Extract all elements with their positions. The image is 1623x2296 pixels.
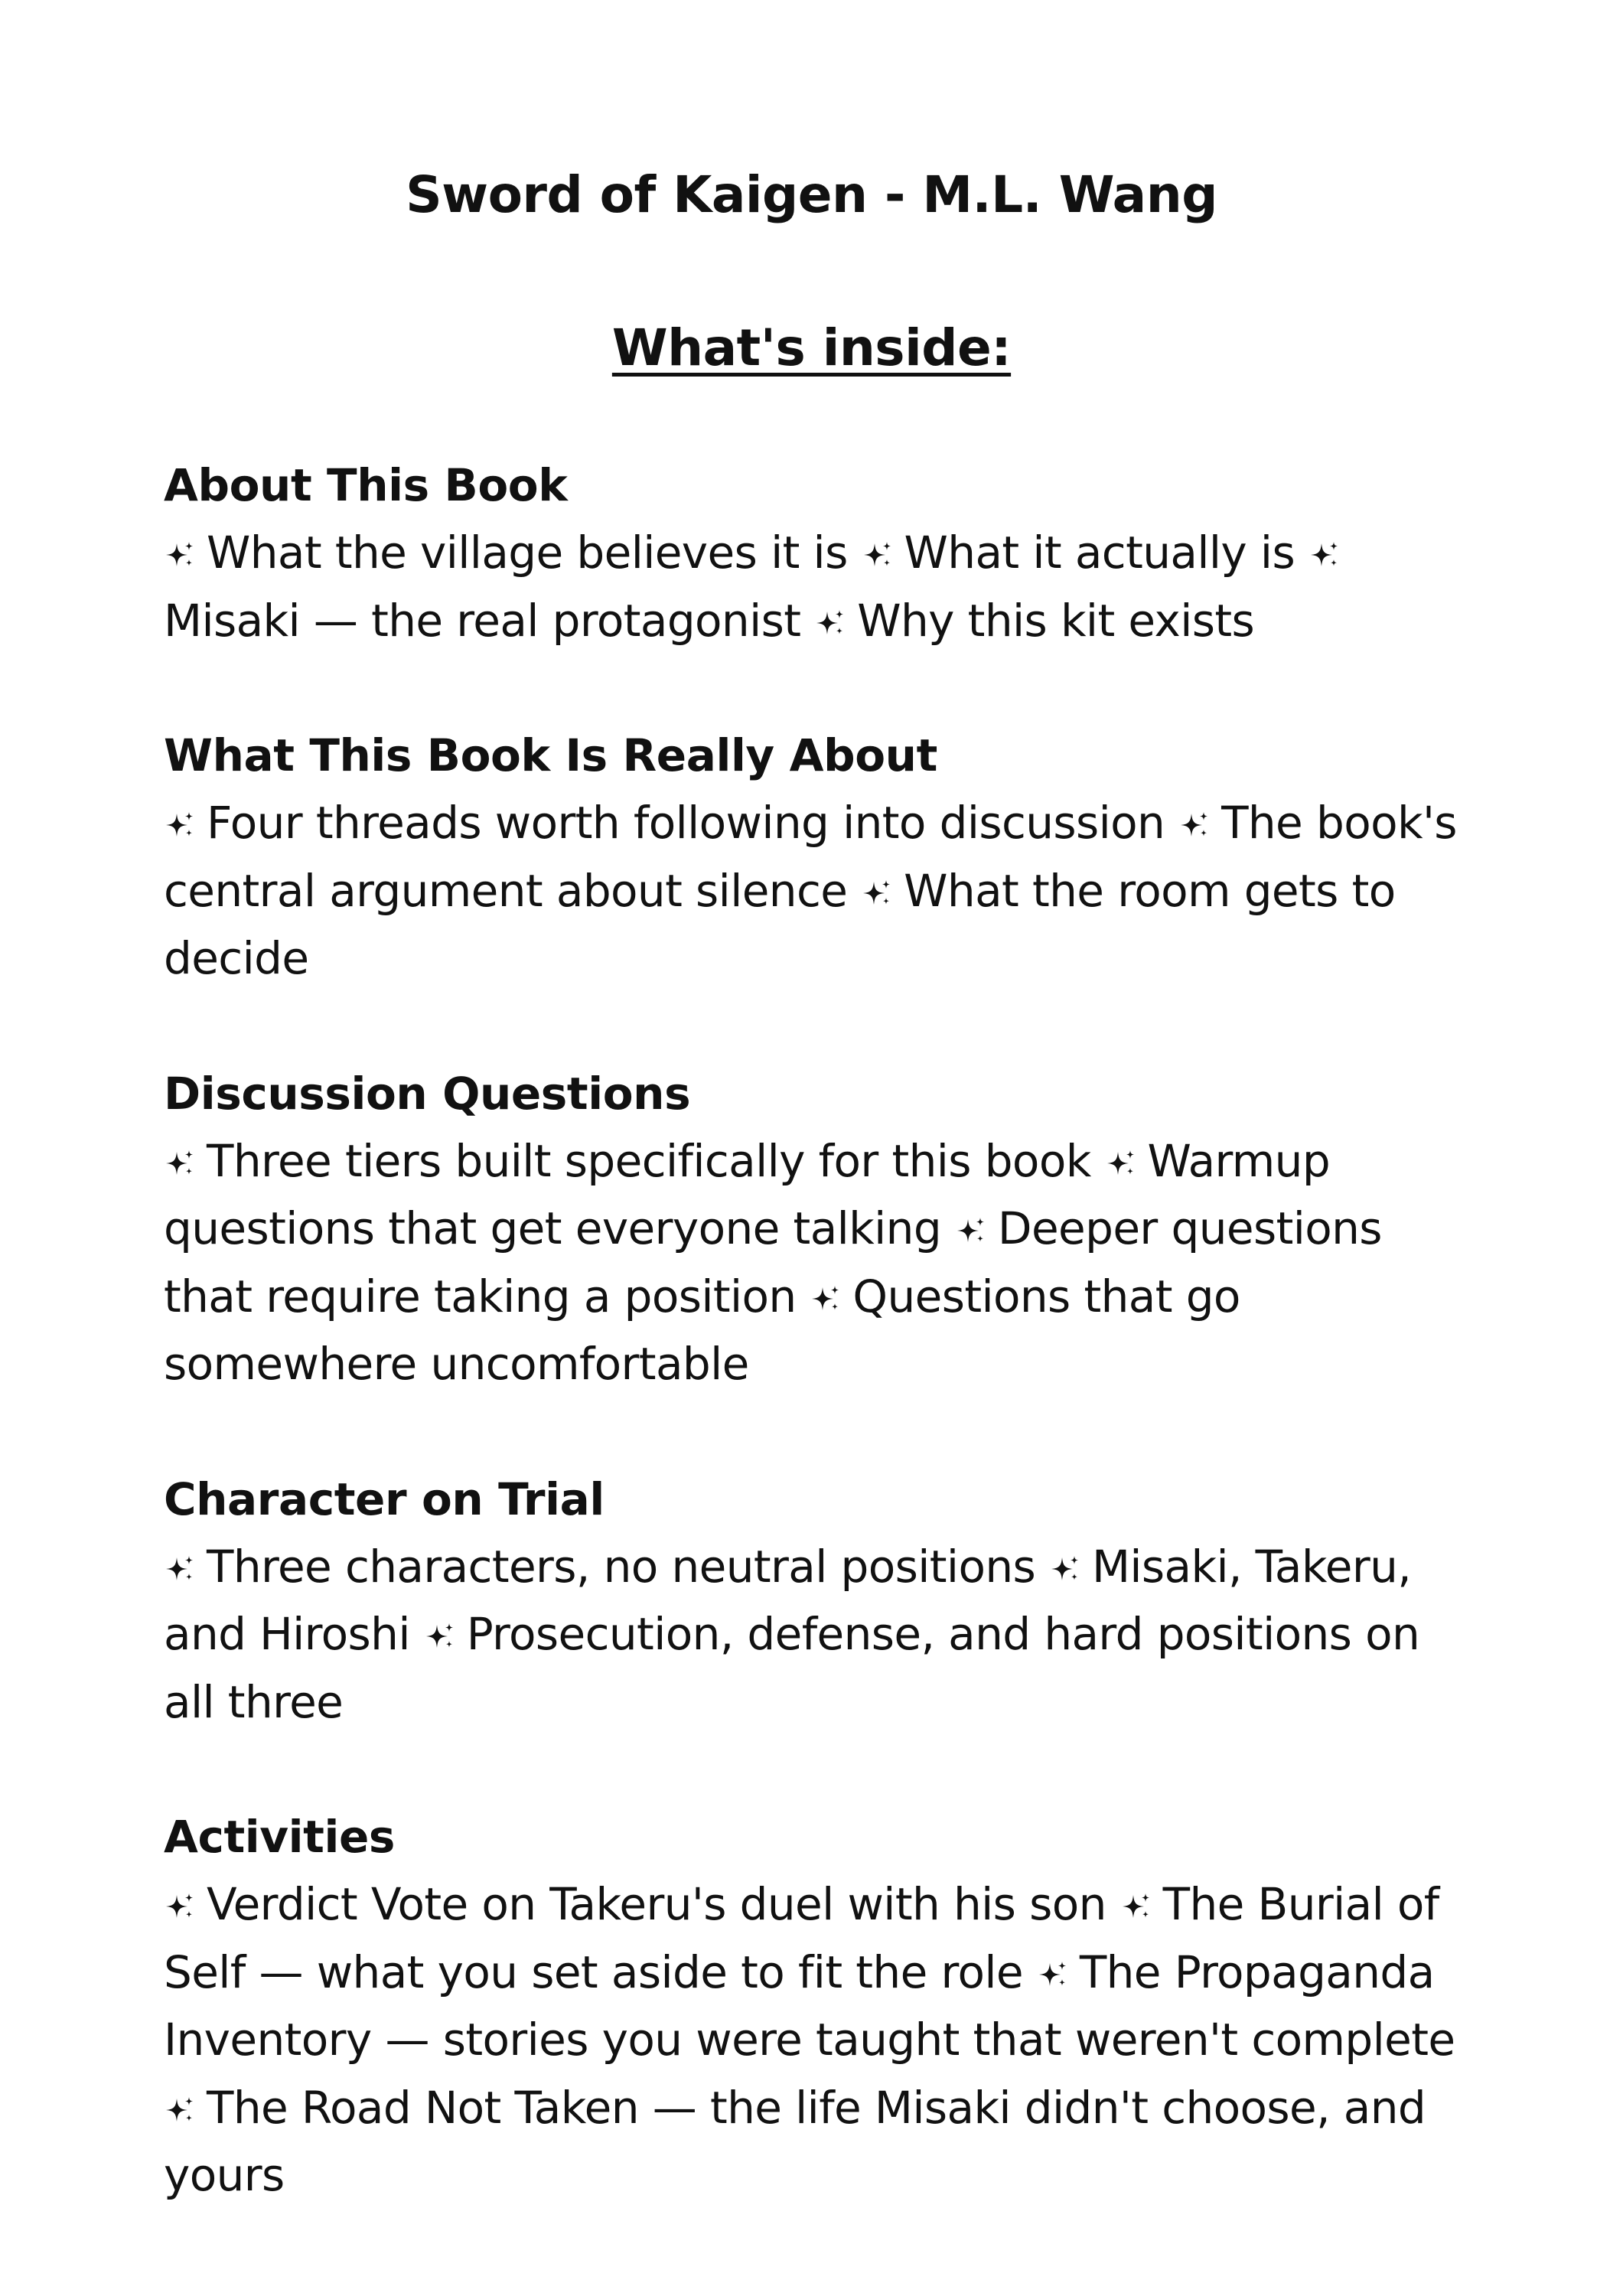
list-item: Misaki — the real protagonist	[164, 594, 801, 647]
sparkle-icon	[955, 1215, 987, 1247]
sparkle-icon	[862, 539, 894, 571]
sparkle-icon	[164, 1890, 196, 1923]
section-items	[164, 1870, 1480, 2210]
section	[164, 1466, 1480, 1737]
sparkle-icon	[1120, 1890, 1152, 1923]
document-title: Sword of Kaigen - M.L. Wang	[406, 165, 1217, 224]
section-items	[164, 1127, 1480, 1398]
list-item: The Road Not Taken — the life Misaki didn't choose, and yours	[164, 2081, 1426, 2201]
list-item: What the village believes it is	[207, 527, 848, 579]
section-heading: About This Book	[164, 459, 568, 511]
sparkle-icon	[1309, 539, 1341, 571]
section-items	[164, 789, 1480, 993]
section-heading: What This Book Is Really About	[164, 729, 937, 781]
list-item: Warmup questions that get everyone talking	[164, 1134, 1331, 1254]
section	[164, 722, 1480, 993]
sparkle-icon	[164, 1553, 196, 1585]
sparkle-icon	[1178, 809, 1211, 841]
list-item: Four threads worth following into discussion	[207, 797, 1165, 849]
list-item: Why this kit exists	[857, 594, 1255, 647]
list-item: Deeper questions that require taking a position	[164, 1202, 1382, 1322]
section	[164, 1060, 1480, 1398]
contents-heading: What's inside:	[611, 318, 1012, 377]
list-item: What it actually is	[904, 527, 1295, 579]
list-item: The Propaganda Inventory — stories you were taught that weren't complete	[164, 1945, 1455, 2066]
sparkle-icon	[164, 2094, 196, 2126]
list-item: Verdict Vote on Takeru's duel with his son	[207, 1878, 1106, 1930]
list-item: What the room gets to decide	[164, 864, 1396, 984]
list-item: The Burial of Self — what you set aside to fit the role	[164, 1878, 1439, 1998]
section-items	[164, 1533, 1480, 1737]
sparkle-icon	[1037, 1958, 1069, 1991]
section-heading: Activities	[164, 1811, 396, 1863]
list-item: Prosecution, defense, and hard positions on all three	[164, 1608, 1420, 1728]
section-heading: Discussion Questions	[164, 1067, 691, 1120]
section	[164, 452, 1480, 654]
sparkle-icon	[424, 1620, 456, 1652]
sparkle-icon	[1049, 1553, 1081, 1585]
sparkle-icon	[164, 539, 196, 571]
section-items	[164, 519, 1480, 654]
list-item: The book's central argument about silence	[164, 797, 1457, 917]
sparkle-icon	[1105, 1147, 1137, 1179]
contents-list	[164, 452, 1480, 2277]
section-heading: Character on Trial	[164, 1473, 605, 1525]
sparkle-icon	[861, 877, 893, 909]
list-item: Three characters, no neutral positions	[207, 1540, 1036, 1593]
list-item: Three tiers built specifically for this book	[207, 1134, 1091, 1187]
sparkle-icon	[164, 809, 196, 841]
list-item: Misaki, Takeru, and Hiroshi	[164, 1540, 1412, 1660]
list-item: Questions that go somewhere uncomfortable	[164, 1270, 1240, 1390]
section	[164, 1803, 1480, 2210]
sparkle-icon	[810, 1283, 842, 1315]
sparkle-icon	[164, 1147, 196, 1179]
sparkle-icon	[814, 607, 846, 639]
